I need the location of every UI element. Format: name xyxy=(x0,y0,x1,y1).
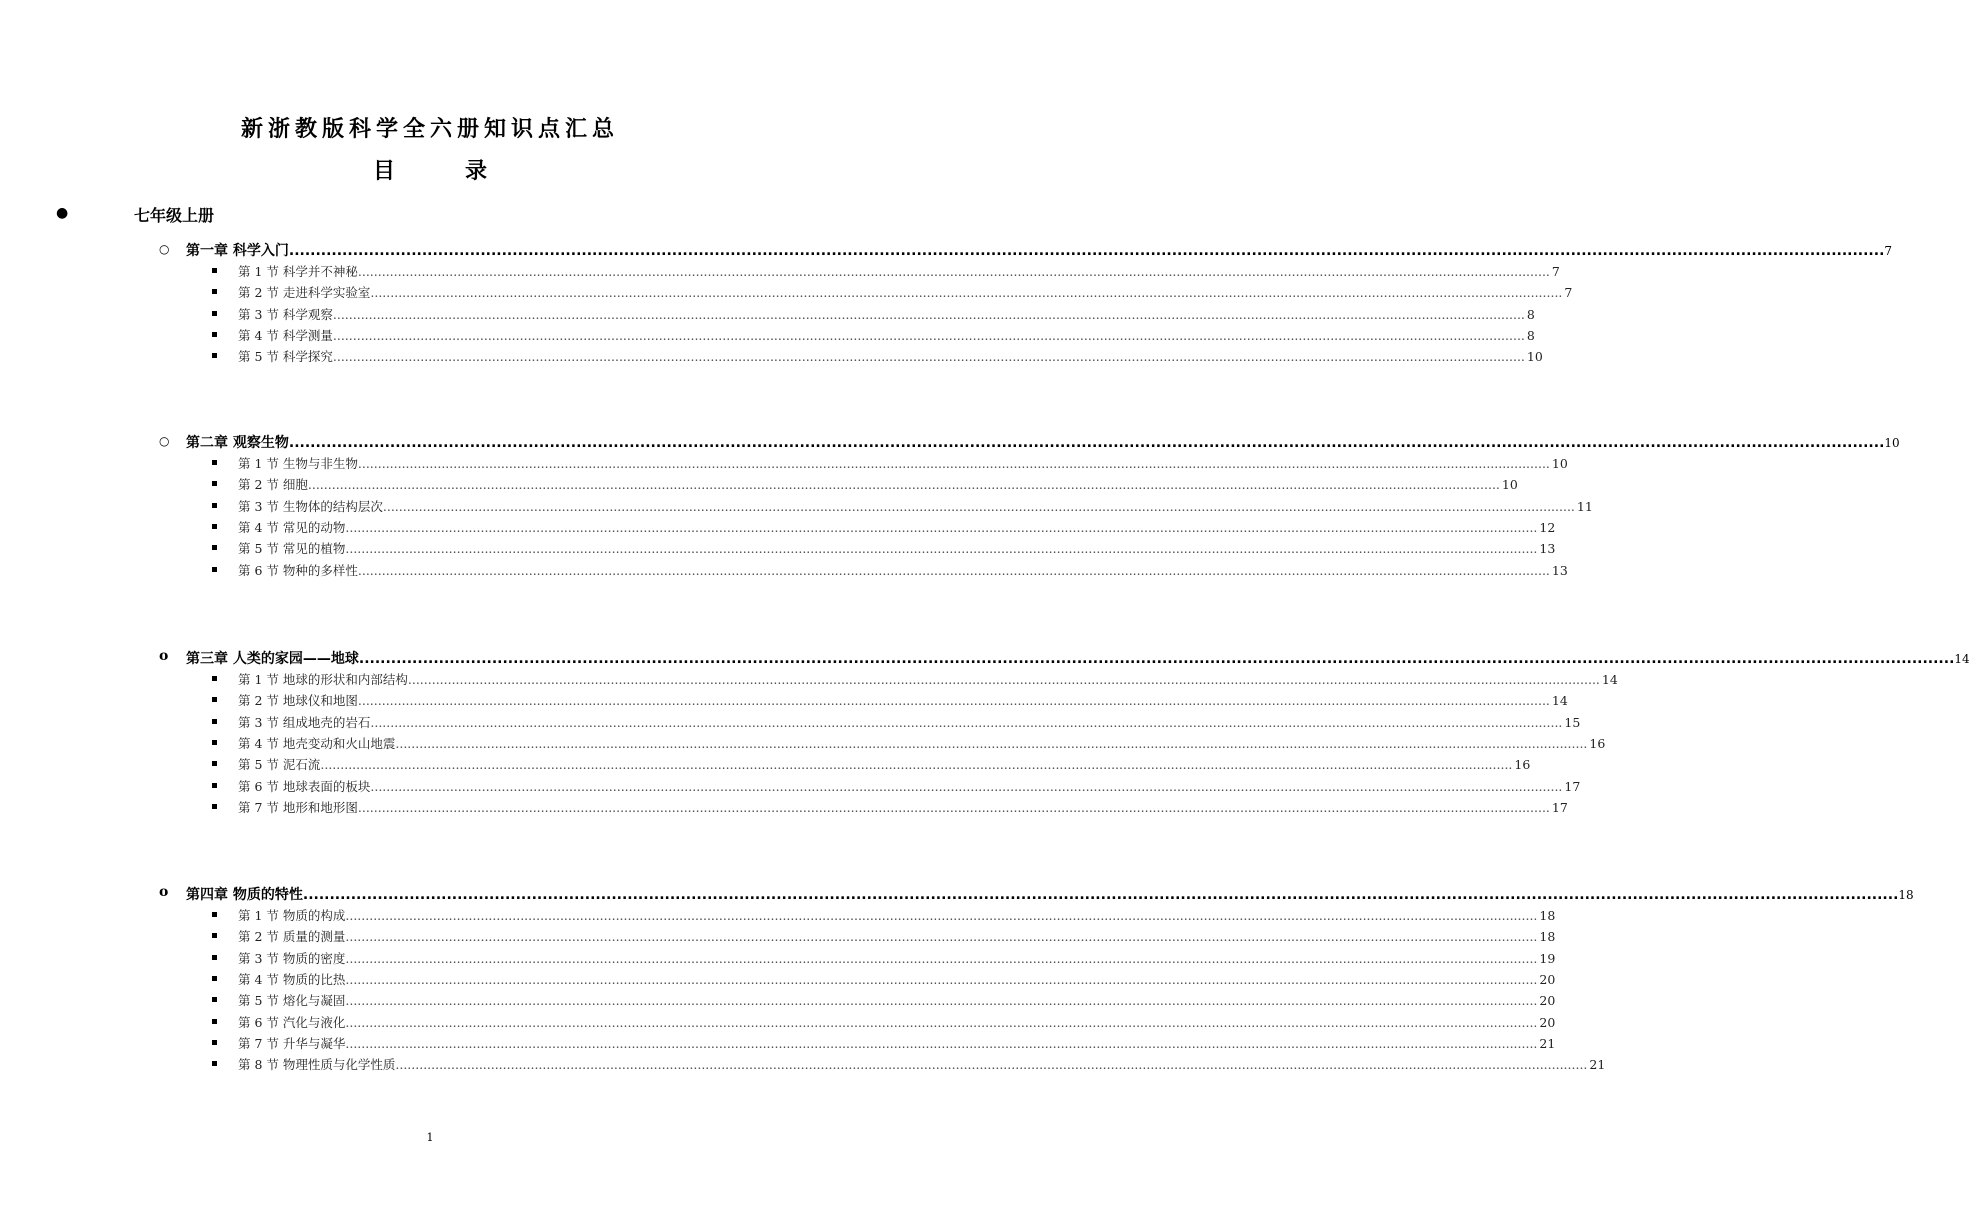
section-page: 15 xyxy=(1564,715,1581,730)
toc-section[interactable] xyxy=(0,539,1556,557)
leader-dots: ............................................................................................................................................................................................................................................................................................................ xyxy=(370,285,1563,300)
section-title: 第 2 节 质量的测量 xyxy=(238,929,346,944)
section-page: 18 xyxy=(1539,929,1556,944)
section-title: 第 4 节 物质的比热 xyxy=(238,972,346,987)
toc-section[interactable] xyxy=(0,670,1618,688)
section-title: 第 4 节 常见的动物 xyxy=(238,520,346,535)
section-title: 第 1 节 物质的构成 xyxy=(238,908,346,923)
toc-heading-right: 录 xyxy=(465,159,488,184)
chapter-page: 10 xyxy=(1884,436,1900,450)
square-bullet-icon xyxy=(212,997,217,1002)
leader-dots: ............................................................................................................................................................................................................................................................................................................ xyxy=(345,972,1538,987)
toc-section[interactable] xyxy=(0,305,1535,323)
section-page: 21 xyxy=(1539,1036,1556,1051)
toc-section[interactable] xyxy=(0,734,1606,752)
section-title: 第 2 节 细胞 xyxy=(238,477,308,492)
square-bullet-icon xyxy=(212,481,217,486)
section-title: 第 3 节 组成地壳的岩石 xyxy=(238,715,371,730)
toc-section[interactable] xyxy=(0,713,1581,731)
square-bullet-icon xyxy=(212,460,217,465)
section-page: 10 xyxy=(1551,456,1568,471)
section-title: 第 5 节 泥石流 xyxy=(238,757,321,772)
square-bullet-icon xyxy=(212,311,217,316)
chapter-title: 第三章 人类的家园——地球 xyxy=(186,651,359,667)
leader-dots: ............................................................................................................................................................................................................................................................................................................ xyxy=(302,887,1899,903)
leader-dots: ............................................................................................................................................................................................................................................................................................................ xyxy=(357,693,1550,708)
leader-dots: ............................................................................................................................................................................................................................................................................................................ xyxy=(345,541,1538,556)
toc-section[interactable] xyxy=(0,497,1593,515)
section-page: 16 xyxy=(1514,757,1531,772)
leader-dots: ............................................................................................................................................................................................................................................................................................................ xyxy=(345,520,1538,535)
section-title: 第 3 节 物质的密度 xyxy=(238,951,346,966)
section-title: 第 5 节 熔化与凝固 xyxy=(238,993,346,1008)
toc-chapter[interactable] xyxy=(0,884,1914,904)
leader-dots: ............................................................................................................................................................................................................................................................................................................ xyxy=(370,715,1563,730)
section-page: 8 xyxy=(1526,307,1535,322)
leader-dots: ............................................................................................................................................................................................................................................................................................................ xyxy=(332,307,1525,322)
toc-section[interactable] xyxy=(0,561,1568,579)
section-page: 17 xyxy=(1564,779,1581,794)
leader-dots: ............................................................................................................................................................................................................................................................................................................ xyxy=(395,1057,1588,1072)
square-bullet-icon xyxy=(212,567,217,572)
toc-section[interactable] xyxy=(0,927,1556,945)
leader-dots: ............................................................................................................................................................................................................................................................................................................ xyxy=(345,1015,1538,1030)
leader-dots: ............................................................................................................................................................................................................................................................................................................ xyxy=(332,349,1525,364)
toc-section[interactable] xyxy=(0,1013,1556,1031)
section-title: 第 3 节 生物体的结构层次 xyxy=(238,499,383,514)
section-title: 第 2 节 地球仪和地图 xyxy=(238,693,358,708)
section-page: 13 xyxy=(1551,563,1568,578)
leader-dots: ............................................................................................................................................................................................................................................................................................................ xyxy=(382,499,1575,514)
square-bullet-icon xyxy=(212,268,217,273)
square-bullet-icon xyxy=(212,1040,217,1045)
section-title: 第 6 节 汽化与液化 xyxy=(238,1015,346,1030)
chapter-title: 第四章 物质的特性 xyxy=(186,887,303,903)
leader-dots: ............................................................................................................................................................................................................................................................................................................ xyxy=(320,757,1513,772)
square-bullet-icon xyxy=(212,719,217,724)
section-title: 第 6 节 物种的多样性 xyxy=(238,563,358,578)
section-page: 20 xyxy=(1539,993,1556,1008)
section-page: 10 xyxy=(1526,349,1543,364)
toc-section[interactable] xyxy=(0,970,1556,988)
square-bullet-icon xyxy=(212,332,217,337)
leader-dots: ............................................................................................................................................................................................................................................................................................................ xyxy=(357,800,1550,815)
chapter-title: 第二章 观察生物 xyxy=(186,435,289,451)
section-page: 12 xyxy=(1539,520,1556,535)
section-page: 16 xyxy=(1589,736,1606,751)
square-bullet-icon xyxy=(212,353,217,358)
circle-bullet-icon: ○ xyxy=(159,242,170,256)
leader-dots: ............................................................................................................................................................................................................................................................................................................ xyxy=(345,951,1538,966)
section-page: 10 xyxy=(1501,477,1518,492)
square-bullet-icon xyxy=(212,955,217,960)
leader-dots: ............................................................................................................................................................................................................................................................................................................ xyxy=(345,1036,1538,1051)
chapter-page: 18 xyxy=(1898,888,1914,902)
toc-section[interactable] xyxy=(0,755,1531,773)
circle-bullet-icon: o xyxy=(159,884,169,900)
toc-chapter[interactable] xyxy=(0,648,1970,668)
section-page: 7 xyxy=(1551,264,1560,279)
leader-dots: ............................................................................................................................................................................................................................................................................................................ xyxy=(307,477,1500,492)
leader-dots: ............................................................................................................................................................................................................................................................................................................ xyxy=(395,736,1588,751)
toc-chapter[interactable] xyxy=(0,432,1900,452)
section-title: 第 5 节 科学探究 xyxy=(238,349,333,364)
leader-dots: ............................................................................................................................................................................................................................................................................................................ xyxy=(357,563,1550,578)
square-bullet-icon xyxy=(212,933,217,938)
section-page: 13 xyxy=(1539,541,1556,556)
toc-section[interactable] xyxy=(0,991,1556,1009)
section-page: 19 xyxy=(1539,951,1556,966)
circle-bullet-icon: o xyxy=(159,648,169,664)
section-page: 20 xyxy=(1539,1015,1556,1030)
toc-section[interactable] xyxy=(0,518,1556,536)
section-title: 第 1 节 生物与非生物 xyxy=(238,456,358,471)
toc-heading-left: 目 xyxy=(372,159,395,184)
toc-section[interactable] xyxy=(0,262,1560,280)
chapter-title: 第一章 科学入门 xyxy=(186,243,289,259)
toc-section[interactable] xyxy=(0,906,1556,924)
toc-section[interactable] xyxy=(0,283,1573,301)
section-page: 8 xyxy=(1526,328,1535,343)
toc-section[interactable] xyxy=(0,1034,1556,1052)
leader-dots: ............................................................................................................................................................................................................................................................................................................ xyxy=(358,651,1955,667)
square-bullet-icon xyxy=(212,676,217,681)
square-bullet-icon xyxy=(212,697,217,702)
toc-chapter[interactable] xyxy=(0,240,1893,260)
toc-heading xyxy=(0,154,860,185)
section-title: 第 1 节 地球的形状和内部结构 xyxy=(238,672,408,687)
toc-section[interactable] xyxy=(0,777,1581,795)
square-bullet-icon xyxy=(212,1061,217,1066)
toc-section[interactable] xyxy=(0,798,1568,816)
leader-dots: ............................................................................................................................................................................................................................................................................................................ xyxy=(345,993,1538,1008)
section-page: 18 xyxy=(1539,908,1556,923)
leader-dots: ............................................................................................................................................................................................................................................................................................................ xyxy=(357,456,1550,471)
square-bullet-icon xyxy=(212,740,217,745)
section-title: 第 1 节 科学并不神秘 xyxy=(238,264,358,279)
chapter-page: 14 xyxy=(1954,652,1970,666)
leader-dots: ............................................................................................................................................................................................................................................................................................................ xyxy=(288,243,1885,259)
section-title: 第 6 节 地球表面的板块 xyxy=(238,779,371,794)
square-bullet-icon xyxy=(212,545,217,550)
leader-dots: ............................................................................................................................................................................................................................................................................................................ xyxy=(357,264,1550,279)
section-page: 14 xyxy=(1551,693,1568,708)
square-bullet-icon xyxy=(212,1019,217,1024)
square-bullet-icon xyxy=(212,761,217,766)
page-number: 1 xyxy=(426,1131,434,1144)
toc-section[interactable] xyxy=(0,475,1518,493)
toc-section[interactable] xyxy=(0,347,1543,365)
square-bullet-icon xyxy=(212,289,217,294)
square-bullet-icon xyxy=(212,783,217,788)
leader-dots: ............................................................................................................................................................................................................................................................................................................ xyxy=(288,435,1885,451)
section-title: 第 3 节 科学观察 xyxy=(238,307,333,322)
leader-dots: ............................................................................................................................................................................................................................................................................................................ xyxy=(332,328,1525,343)
square-bullet-icon xyxy=(212,976,217,981)
square-bullet-icon xyxy=(212,912,217,917)
section-page: 20 xyxy=(1539,972,1556,987)
leader-dots: ............................................................................................................................................................................................................................................................................................................ xyxy=(345,908,1538,923)
section-title: 第 8 节 物理性质与化学性质 xyxy=(238,1057,396,1072)
toc-section[interactable] xyxy=(0,691,1568,709)
bullet-icon: ● xyxy=(56,205,69,221)
section-title: 第 7 节 升华与凝华 xyxy=(238,1036,346,1051)
square-bullet-icon xyxy=(212,804,217,809)
section-title: 第 4 节 地壳变动和火山地震 xyxy=(238,736,396,751)
chapter-page: 7 xyxy=(1884,244,1893,258)
leader-dots: ............................................................................................................................................................................................................................................................................................................ xyxy=(345,929,1538,944)
toc-section[interactable] xyxy=(0,949,1556,967)
section-title: 第 2 节 走进科学实验室 xyxy=(238,285,371,300)
section-title: 第 5 节 常见的植物 xyxy=(238,541,346,556)
section-page: 21 xyxy=(1589,1057,1606,1072)
square-bullet-icon xyxy=(212,524,217,529)
leader-dots: ............................................................................................................................................................................................................................................................................................................ xyxy=(370,779,1563,794)
section-page: 11 xyxy=(1576,499,1593,514)
circle-bullet-icon: ○ xyxy=(159,434,170,448)
section-page: 14 xyxy=(1601,672,1618,687)
square-bullet-icon xyxy=(212,503,217,508)
toc-section[interactable] xyxy=(0,326,1535,344)
toc-section[interactable] xyxy=(0,454,1568,472)
document-title: 新浙教版科学全六册知识点汇总 xyxy=(240,117,619,142)
toc-section[interactable] xyxy=(0,1055,1606,1073)
section-page: 17 xyxy=(1551,800,1568,815)
section-title: 第 7 节 地形和地形图 xyxy=(238,800,358,815)
section-title: 第 4 节 科学测量 xyxy=(238,328,333,343)
grade-label: 七年级上册 xyxy=(134,206,215,225)
grade-heading xyxy=(0,203,860,227)
leader-dots: ............................................................................................................................................................................................................................................................................................................ xyxy=(407,672,1600,687)
section-page: 7 xyxy=(1564,285,1573,300)
